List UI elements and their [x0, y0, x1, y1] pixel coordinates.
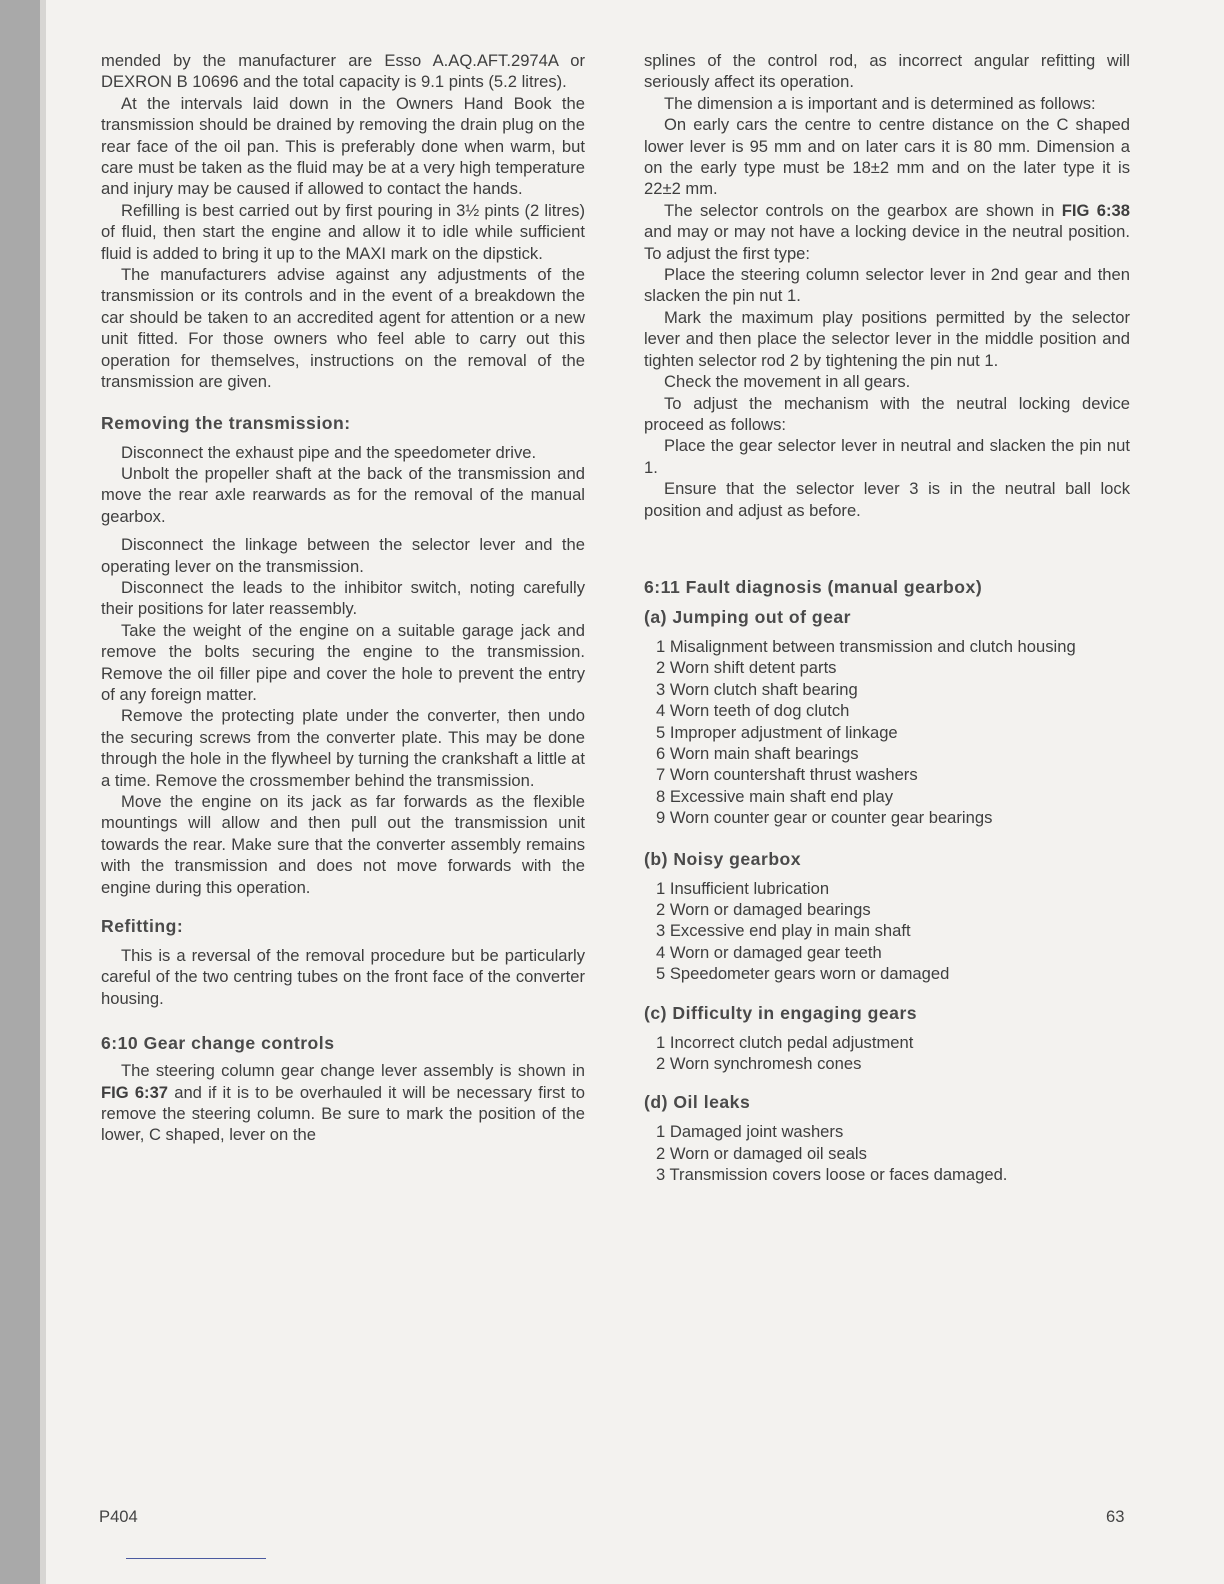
list-item: 4 Worn or damaged gear teeth	[656, 942, 882, 962]
fault-list	[644, 878, 1130, 985]
page-binding-shadow	[40, 0, 46, 1584]
list-item: 3 Excessive end play in main shaft	[656, 921, 911, 941]
paragraph: Ensure that the selector lever 3 is in the neutral ball lock position and adjust as before.	[644, 479, 1130, 520]
subheading-noisy-gearbox: (b) Noisy gearbox	[644, 848, 802, 869]
page-binding-edge	[0, 0, 40, 1584]
paragraph	[101, 1060, 585, 1146]
list-item: 9 Worn counter gear or counter gear bearings	[656, 808, 993, 828]
paragraph: Check the movement in all gears.	[664, 372, 911, 392]
paragraph: The dimension a is important and is determined as follows:	[664, 93, 1096, 113]
list-item: 2 Worn or damaged oil seals	[656, 1143, 867, 1163]
text-run: and may or may not have a locking device in the neutral position. To adjust the first type:	[644, 222, 1130, 263]
subheading-oil-leaks: (d) Oil leaks	[644, 1092, 751, 1113]
left-column	[101, 50, 585, 1146]
paragraph: Disconnect the exhaust pipe and the speedometer drive.	[121, 442, 537, 462]
list-item: 2 Worn or damaged bearings	[656, 900, 871, 919]
list-item: 3 Transmission covers loose or faces damaged.	[656, 1165, 1008, 1185]
section-heading-refitting: Refitting:	[101, 916, 184, 937]
paragraph: Refilling is best carried out by first pouring in 3½ pints (2 litres) of fluid, then start the engine and allow it to idle while sufficient fluid is added to bring it up to the MAXI mark on the dipstick.	[101, 200, 585, 263]
list-item: 1 Misalignment between transmission and clutch housing	[656, 636, 1076, 656]
paragraph: mended by the manufacturer are Esso A.AQ.AFT.2974A or DEXRON B 10696 and the total capacity is 9.1 pints (5.2 litres).	[101, 51, 585, 92]
list-item: 2 Worn shift detent parts	[656, 658, 837, 678]
footer-code: P404	[99, 1507, 138, 1526]
list-item: 3 Worn clutch shaft bearing	[656, 679, 858, 699]
subheading-jumping-out-of-gear: (a) Jumping out of gear	[644, 606, 851, 627]
paragraph: Take the weight of the engine on a suitable garage jack and remove the bolts securing the engine to the transmission. Remove the oil filler pipe and cover the hole to prevent the entry of any foreign matter.	[101, 620, 585, 704]
list-item: 8 Excessive main shaft end play	[656, 786, 894, 806]
fault-list	[644, 1121, 1130, 1185]
paragraph: Place the steering column selector lever in 2nd gear and then slacken the pin nut 1.	[644, 265, 1130, 306]
right-column	[644, 50, 1130, 1186]
paragraph: Disconnect the leads to the inhibitor switch, noting carefully their positions for later reassembly.	[101, 577, 585, 619]
list-item: 1 Damaged joint washers	[656, 1122, 844, 1142]
text-run: The selector controls on the gearbox are shown in	[664, 200, 1062, 220]
list-item: 5 Improper adjustment of linkage	[656, 722, 898, 742]
section-heading-gear-change-controls: 6:10 Gear change controls	[101, 1033, 335, 1054]
paragraph: Move the engine on its jack as far forwards as the flexible mountings will allow and then pull out the transmission unit towards the rear. Make sure that the converter assembly remains with the transmission and does not move forwards with the engine during this operation.	[101, 792, 585, 897]
list-item: 1 Incorrect clutch pedal adjustment	[656, 1032, 914, 1052]
paragraph: Place the gear selector lever in neutral and slacken the pin nut 1.	[644, 436, 1130, 477]
paragraph: Remove the protecting plate under the converter, then undo the securing screws from the converter plate. This may be done through the hole in the flywheel by turning the crankshaft a little at a time. Remove the crossmember behind the transmission.	[101, 706, 585, 790]
figure-reference: FIG 6:37	[101, 1082, 169, 1102]
text-run: The steering column gear change lever assembly is shown in	[121, 1061, 585, 1081]
subheading-difficulty-engaging-gears: (c) Difficulty in engaging gears	[644, 1002, 918, 1023]
list-item: 7 Worn countershaft thrust washers	[656, 765, 918, 785]
paragraph: The manufacturers advise against any adjustments of the transmission or its controls and in the event of a breakdown the car should be taken to an accredited agent for attention or a new unit fitted. For those owners who feel able to carry out this operation for themselves, instructions on the removal of the transmission are given.	[101, 265, 585, 392]
list-item: 4 Worn teeth of dog clutch	[656, 701, 850, 721]
paragraph: At the intervals laid down in the Owners Hand Book the transmission should be drained by removing the drain plug on the rear face of the oil pan. This is preferably done when warm, but care must be taken as the fluid may be at a very high temperature and injury may be caused if allowed to contact the hands.	[101, 93, 585, 199]
list-item: 6 Worn main shaft bearings	[656, 743, 859, 763]
fault-list	[644, 1032, 1130, 1075]
text-run: and if it is to be overhauled it will be necessary first to remove the steering column. Be sure to mark the position of the lower, C shaped, lever on the	[101, 1082, 585, 1145]
section-heading-fault-diagnosis: 6:11 Fault diagnosis (manual gearbox)	[644, 576, 983, 597]
section-heading-removing: Removing the transmission:	[101, 412, 351, 433]
paragraph: This is a reversal of the removal procedure but be particularly careful of the two centring tubes on the front face of the converter housing.	[101, 946, 585, 1008]
figure-reference: FIG 6:38	[1061, 200, 1130, 220]
paragraph: On early cars the centre to centre distance on the C shaped lower lever is 95 mm and on later cars it is 80 mm. Dimension a on the early type must be 18±2 mm and on the later type it is 22±2 mm.	[644, 115, 1130, 199]
paragraph: Unbolt the propeller shaft at the back of the transmission and move the rear axle rearwards as for the removal of the manual gearbox.	[101, 463, 585, 526]
paragraph: To adjust the mechanism with the neutral locking device proceed as follows:	[644, 393, 1130, 434]
bottom-rule	[126, 1558, 266, 1559]
list-item: 5 Speedometer gears worn or damaged	[656, 964, 950, 984]
page-number: 63	[1106, 1507, 1125, 1526]
paragraph: Disconnect the linkage between the selector lever and the operating lever on the transmission.	[101, 535, 585, 576]
list-item: 1 Insufficient lubrication	[656, 878, 830, 898]
list-item: 2 Worn synchromesh cones	[656, 1054, 862, 1074]
paragraph	[644, 200, 1130, 264]
paragraph: splines of the control rod, as incorrect angular refitting will seriously affect its operation.	[644, 51, 1130, 92]
fault-list	[644, 636, 1130, 829]
paragraph: Mark the maximum play positions permitted by the selector lever and then place the selector lever in the middle position and tighten selector rod 2 by tightening the pin nut 1.	[644, 307, 1130, 370]
